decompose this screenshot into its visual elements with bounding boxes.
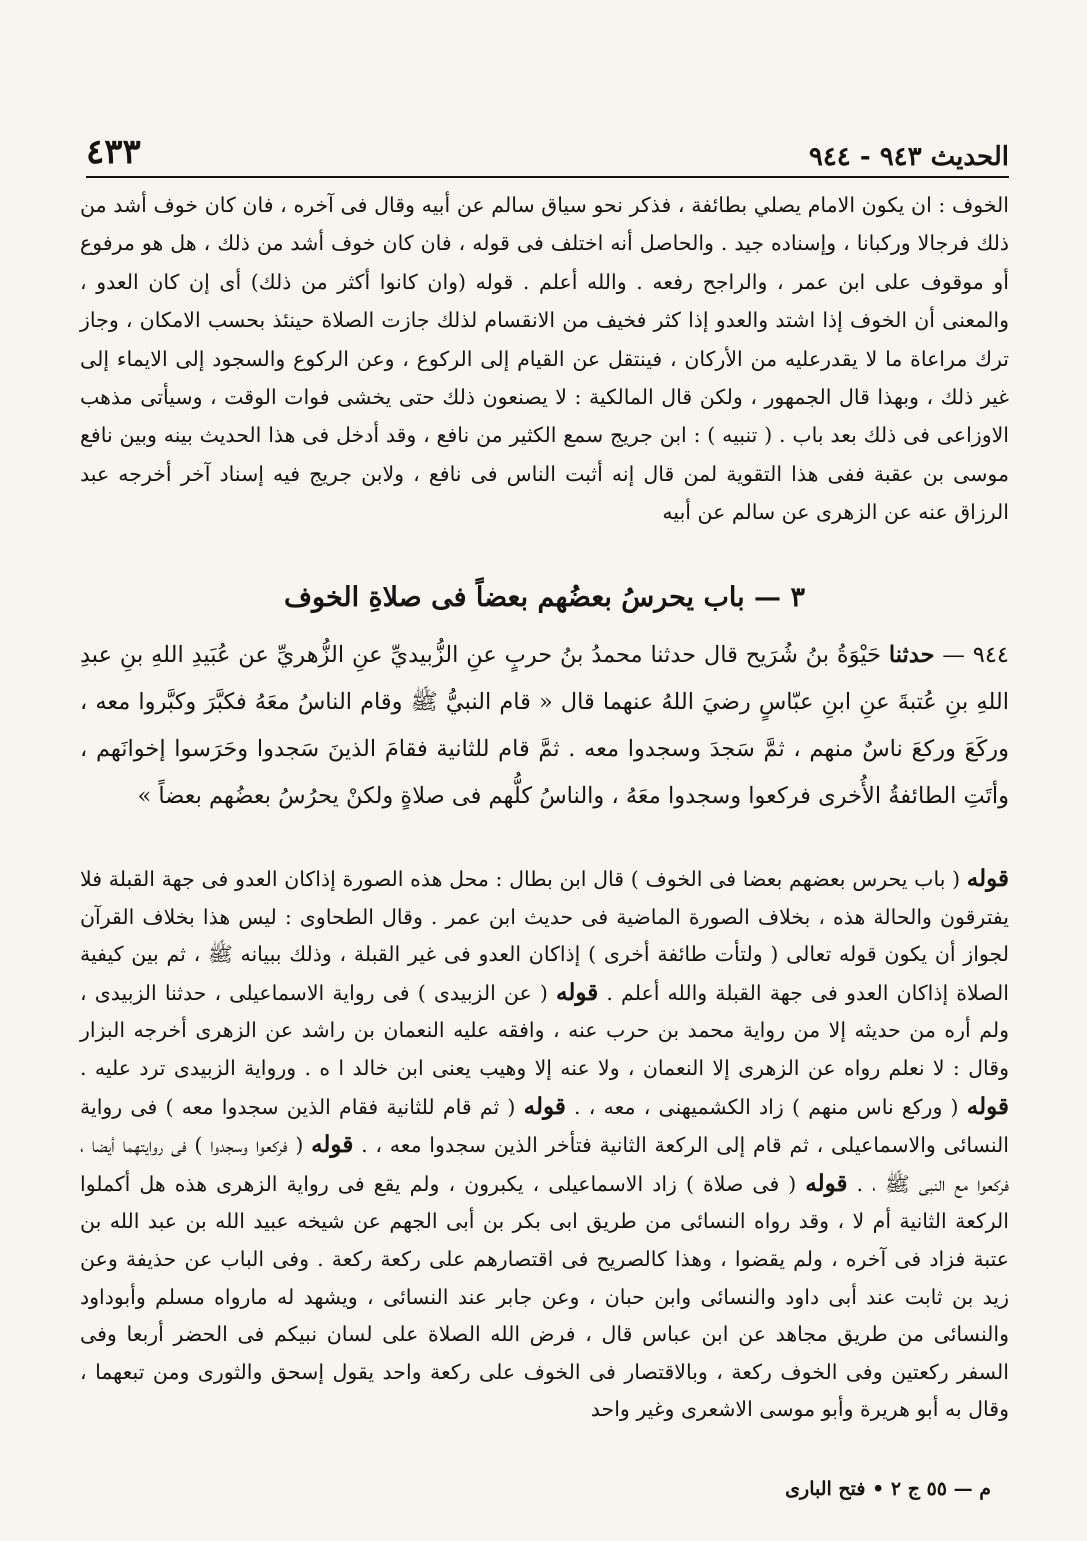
- page-number: ٤٣٣: [86, 132, 141, 172]
- segment-keyword: قوله: [805, 1169, 848, 1197]
- commentary-paragraph-1: الخوف : ان يكون الامام يصلي بطائفة ، فذكر نحو سياق سالم عن أبيه وقال فى آخره ، فان كان خوف أشد من ذلك فرجالا وركبانا ، وإسناده جيد . والحاصل أنه اختلف فى قوله ، فان كان خوف أشد من ذلك ، هل هو مرفوع أو موقوف على ابن عمر ، والراجح رفعه . والله أعلم . قوله (وان كانوا أكثر من ذلك) أى إن كان العدو ، والمعنى أن الخوف إذا اشتد والعدو إذا كثر فخيف من الانقسام لذلك جازت الصلاة حينئذ بحسب الامكان ، وجاز ترك مراعاة ما لا يقدرعليه من الأركان ، فينتقل عن القيام إلى الركوع ، وعن الركوع والسجود إلى الايماء إلى غير ذلك ، وبهذا قال الجمهور ، ولكن قال المالكية : لا يصنعون ذلك حتى يخشى فوات الوقت ، وسيأتى مذهب الاوزاعى فى ذلك بعد باب . ( تنبيه ) : ابن جريج سمع الكثير من نافع ، وقد أدخل فى هذا الحديث بينه وبين نافع موسى بن عقبة ففى هذا التقوية لمن قال إنه أثبت الناس فى نافع ، ولابن جريج فيه إسناد آخر أخرجه عبد الرزاق عنه عن الزهرى عن سالم عن أبيه: [80, 193, 1009, 525]
- hadith-text: [80, 632, 1009, 820]
- segment-keyword: قوله: [966, 1092, 1009, 1120]
- running-title: الحديث ٩٤٣ - ٩٤٤: [808, 142, 1009, 172]
- segment-keyword: قوله: [311, 1131, 354, 1159]
- hadith-isnad-marker: حدثنا: [888, 642, 935, 668]
- page-header: [86, 122, 1009, 172]
- page-footer: م — ٥٥ ج ٢ • فتح البارى: [785, 1478, 991, 1500]
- segment-text: ( عن الزبيدى ) فى رواية الاسماعيلى ، حدثنا الزبيدى ، ولم أره من حديثه إلا من رواية محمد بن حرب عنه ، وافقه عليه النعمان بن راشد عن الزهرى أخرجه البزار وقال : لا نعلم رواه عن الزهرى إلا النعمان ، ولا عنه إلا وهيب يعنى ابن خالد ا ه . ورواية الزبيدى ترد عليه .: [80, 980, 1009, 1080]
- segment-text: ( باب يحرس بعضهم بعضا فى الخوف ) قال ابن بطال : محل هذه الصورة إذاكان العدو فى جهة القبلة فلا يفترقون والحالة هذه ، بخلاف الصورة الماضية فى حديث ابن عمر . وقال الطحاوى : ليس هذا بخلاف القرآن لجواز أن يكون قوله تعالى ( ولتأت طائفة أخرى ) إذاكان العدو فى غير القبلة ، وذلك ببيانه ﷺ ، ثم بين كيفية الصلاة إذاكان العدو فى جهة القبلة والله أعلم .: [80, 867, 1009, 1005]
- segment-keyword: قوله: [556, 978, 599, 1006]
- segment-text: ( ثم قام للثانية فقام الذين سجدوا معه ) فى رواية النسائى والاسماعيلى ، ثم قام إلى الركعة الثانية فتأخر الذين سجدوا معه ، .: [80, 1094, 1009, 1158]
- commentary-paragraph-2: [80, 860, 1009, 1429]
- header-rule: [86, 176, 1009, 178]
- segment-keyword: قوله: [523, 1092, 566, 1120]
- hadith-body: حَيْوَةُ بنُ شُرَيح قال حدثنا محمدُ بنُ حربٍ عنِ الزُّبيديِّ عنِ الزُّهريِّ عن عُبَيدِ اللهِ بنِ عبدِ اللهِ بنِ عُتبةَ عنِ ابنِ عبّاسٍ رضيَ اللهُ عنهما قال « قام النبيُّ ﷺ وقام الناسُ معَهُ فكبَّرَ وكبَّروا معه ، وركَعَ وركعَ ناسٌ منهم ، ثمَّ سَجدَ وسجدوا معه . ثمَّ قام للثانية فقامَ الذينَ سَجدوا وحَرَسوا إخوانَهم ، وأتَتِ الطائفةُ الأُخرى فركعوا وسجدوا معَهُ ، والناسُ كلُّهم فى صلاةٍ ولكنْ يحرُسُ بعضُهم بعضاً »: [80, 642, 1009, 809]
- chapter-heading: ٣ — باب يحرسُ بعضُهم بعضاً فى صلاةِ الخوف: [284, 582, 805, 613]
- segment-text: ( فركعوا وسجدوا ) فى روايتهما أيضا ، فركعوا مع النبى ﷺ ، .: [80, 1133, 1009, 1196]
- segment-text: ( وركع ناس منهم ) زاد الكشميهنى ، معه ، .: [565, 1094, 967, 1119]
- segment-keyword: قوله: [966, 865, 1009, 892]
- segment-text: ( فى صلاة ) زاد الاسماعيلى ، يكبرون ، ولم يقع فى رواية الزهرى هذه هل أكملوا الركعة الثانية أم لا ، وقد رواه النسائى من طريق ابى بكر بن أبى الجهم عن شيخه عبيد الله بن عبد الله بن عتبة فزاد فى آخره ، ولم يقضوا ، وهذا كالصريح فى اقتصارهم على ركعة ركعة . وفى الباب عن حذيفة وعن زيد بن ثابت عند أبى داود والنسائى وابن حبان ، وعن جابر عند النسائى ، ويشهد له مارواه مسلم وأبوداود والنسائى من طريق مجاهد عن ابن عباس قال ، فرض الله الصلاة على لسان نبيكم فى الحضر أربعا وفى السفر ركعتين وفى الخوف ركعة ، وبالاقتصار فى الخوف على ركعة واحد يقول إسحق والثورى ومن تبعهما ، وقال به أبو هريرة وأبو موسى الاشعرى وغير واحد: [80, 1171, 1009, 1422]
- hadith-number: ٩٤٤ —: [942, 642, 1009, 668]
